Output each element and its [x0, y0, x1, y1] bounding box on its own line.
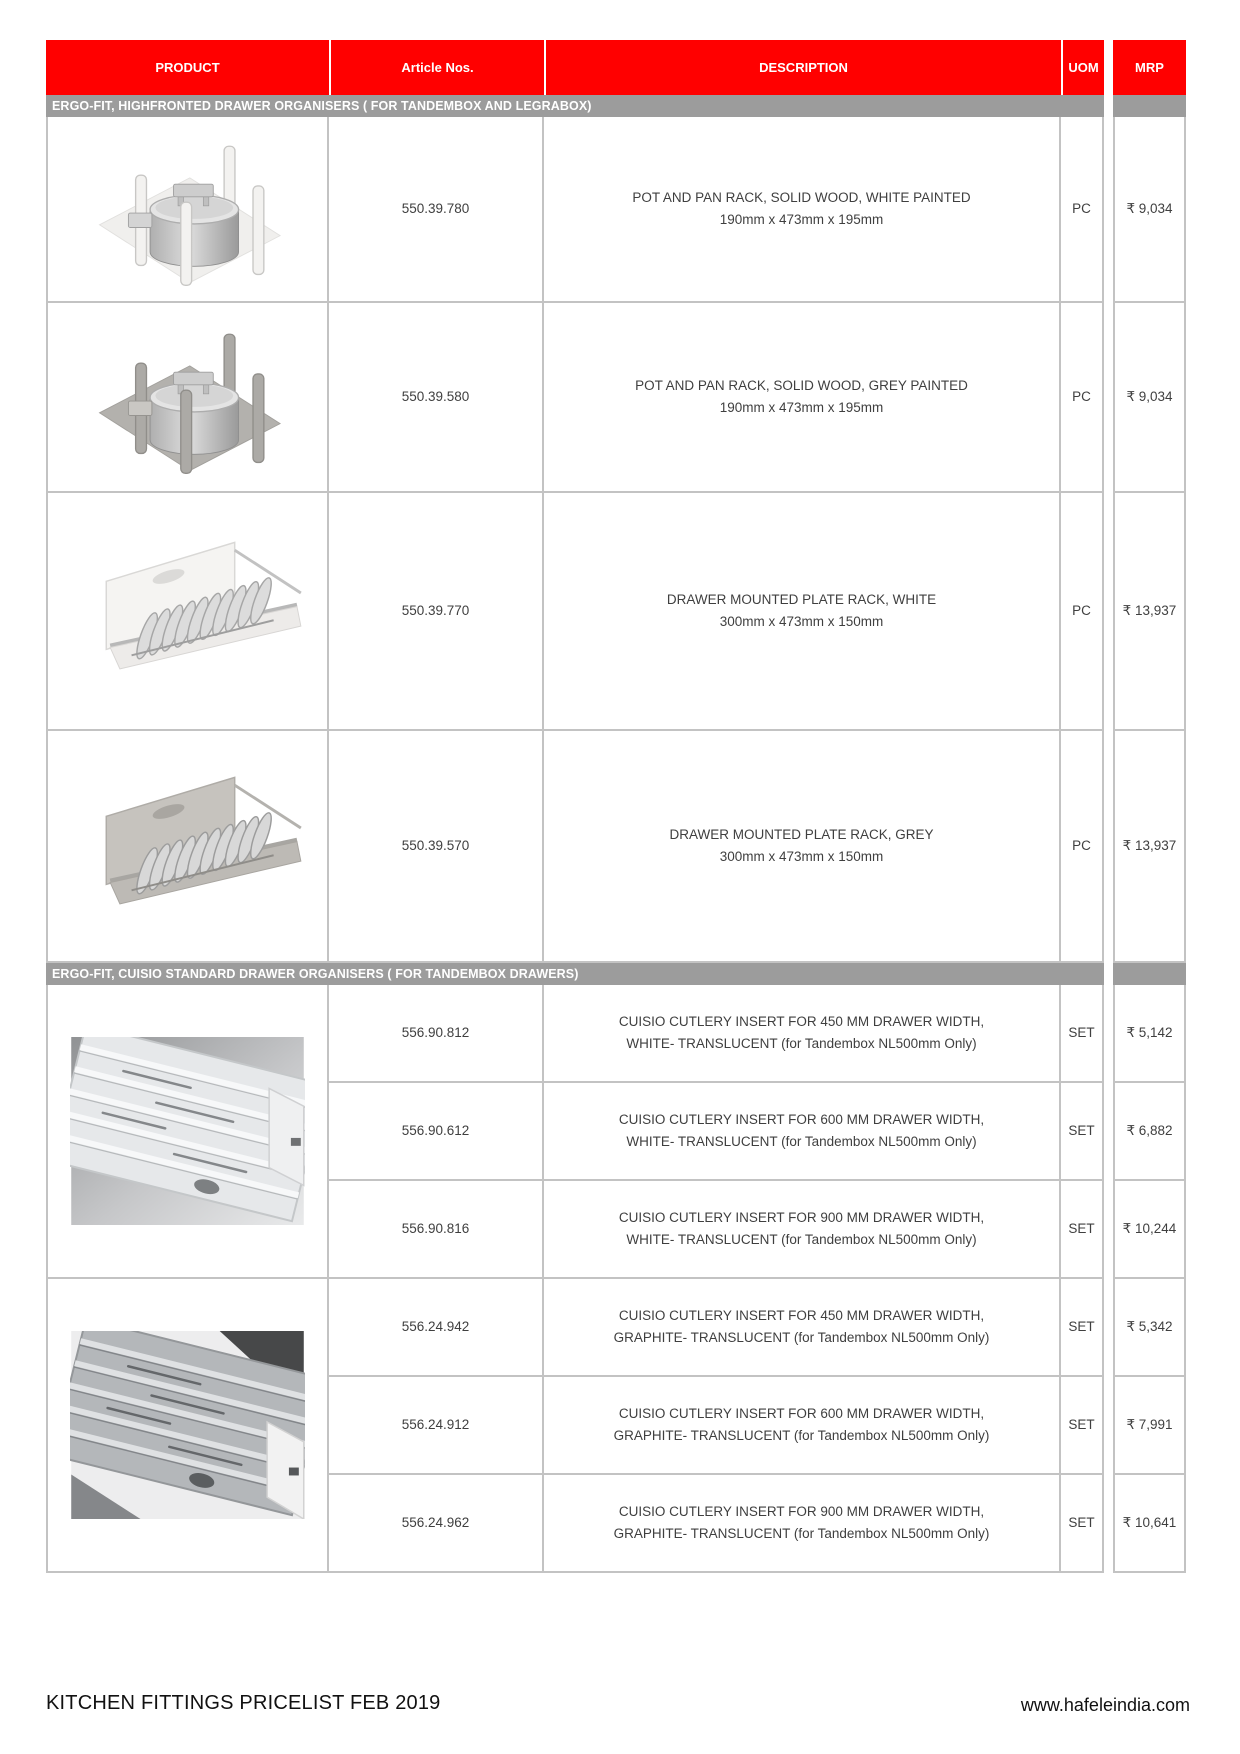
footer-website: www.hafeleindia.com	[1020, 1695, 1190, 1715]
mrp-cell: ₹ 9,034	[1113, 117, 1186, 303]
uom-cell: SET	[1061, 1181, 1104, 1279]
mrp-cell: ₹ 6,882	[1113, 1083, 1186, 1181]
description-line-1: CUISIO CUTLERY INSERT FOR 900 MM DRAWER WIDTH,	[618, 1503, 985, 1519]
description-line-2: 190mm x 473mm x 195mm	[719, 400, 884, 415]
description-line-1: DRAWER MOUNTED PLATE RACK, GREY	[669, 826, 934, 842]
mrp-cell: ₹ 5,142	[1113, 985, 1186, 1083]
uom-cell: PC	[1061, 117, 1104, 303]
description-cell	[544, 493, 1061, 731]
description-cell	[544, 1475, 1061, 1573]
product-row	[329, 985, 1186, 1083]
description-line-1: CUISIO CUTLERY INSERT FOR 600 MM DRAWER WIDTH,	[618, 1111, 985, 1127]
product-description	[624, 187, 978, 232]
mrp-cell: ₹ 7,991	[1113, 1377, 1186, 1475]
article-number: 556.24.912	[329, 1377, 544, 1475]
cuisio-cutlery-insert-graphite-image	[70, 1331, 305, 1519]
column-gap	[1104, 493, 1113, 731]
description-line-2: GRAPHITE- TRANSLUCENT (for Tandembox NL500mm Only)	[613, 1526, 990, 1541]
column-gap	[1104, 117, 1113, 303]
product-description	[606, 1305, 998, 1350]
description-cell	[544, 1377, 1061, 1475]
description-cell	[544, 1181, 1061, 1279]
column-gap	[1104, 1279, 1113, 1377]
section-band-mrp	[1113, 95, 1186, 117]
footer-title: KITCHEN FITTINGS PRICELIST FEB 2019	[46, 1692, 441, 1714]
description-line-2: WHITE- TRANSLUCENT (for Tandembox NL500mm Only)	[626, 1134, 977, 1149]
product-row	[46, 303, 1186, 493]
product-description	[659, 589, 944, 634]
uom-cell: PC	[1061, 303, 1104, 493]
product-group	[46, 1279, 1186, 1573]
description-cell	[544, 1083, 1061, 1181]
product-image-cell	[46, 985, 329, 1279]
column-header-description: DESCRIPTION	[544, 40, 1061, 95]
description-cell	[544, 985, 1061, 1083]
uom-cell: SET	[1061, 1377, 1104, 1475]
product-row	[329, 1083, 1186, 1181]
article-number: 550.39.570	[329, 731, 544, 963]
description-cell	[544, 731, 1061, 963]
pot-pan-rack-white-image	[73, 130, 303, 288]
pot-pan-rack-grey-image	[73, 318, 303, 476]
description-line-1: POT AND PAN RACK, SOLID WOOD, WHITE PAINTED	[632, 189, 971, 205]
product-description	[606, 1403, 998, 1448]
product-row	[329, 1181, 1186, 1279]
article-number: 556.24.962	[329, 1475, 544, 1573]
mrp-cell: ₹ 5,342	[1113, 1279, 1186, 1377]
product-description	[611, 1109, 992, 1154]
drawer-plate-rack-grey-image	[71, 756, 305, 936]
column-gap	[1104, 303, 1113, 493]
column-gap	[1104, 1377, 1113, 1475]
uom-cell: SET	[1061, 985, 1104, 1083]
column-header-uom: UOM	[1061, 40, 1104, 95]
product-row	[46, 117, 1186, 303]
article-number: 556.90.812	[329, 985, 544, 1083]
description-line-1: CUISIO CUTLERY INSERT FOR 600 MM DRAWER WIDTH,	[618, 1405, 985, 1421]
description-line-1: CUISIO CUTLERY INSERT FOR 450 MM DRAWER WIDTH,	[618, 1013, 985, 1029]
description-line-2: GRAPHITE- TRANSLUCENT (for Tandembox NL500mm Only)	[613, 1428, 990, 1443]
product-row	[329, 1279, 1186, 1377]
mrp-cell: ₹ 10,244	[1113, 1181, 1186, 1279]
product-description	[611, 1207, 992, 1252]
product-row	[329, 1475, 1186, 1573]
column-gap	[1104, 1181, 1113, 1279]
product-image-cell	[46, 117, 329, 303]
product-description	[606, 1501, 998, 1546]
description-cell	[544, 117, 1061, 303]
mrp-cell: ₹ 10,641	[1113, 1475, 1186, 1573]
product-row	[46, 493, 1186, 731]
description-line-2: 190mm x 473mm x 195mm	[719, 212, 884, 227]
cuisio-cutlery-insert-white-image	[70, 1037, 305, 1225]
description-line-2: WHITE- TRANSLUCENT (for Tandembox NL500mm Only)	[626, 1232, 977, 1247]
description-line-2: WHITE- TRANSLUCENT (for Tandembox NL500mm Only)	[626, 1036, 977, 1051]
uom-cell: PC	[1061, 731, 1104, 963]
column-gap	[1104, 95, 1113, 117]
product-image-cell	[46, 303, 329, 493]
column-gap	[1104, 731, 1113, 963]
article-number: 550.39.780	[329, 117, 544, 303]
product-row	[329, 1377, 1186, 1475]
section-header-cuisio	[46, 963, 1186, 985]
product-description	[611, 1011, 992, 1056]
article-number: 556.24.942	[329, 1279, 544, 1377]
product-group	[46, 985, 1186, 1279]
product-image-cell	[46, 731, 329, 963]
description-line-1: CUISIO CUTLERY INSERT FOR 450 MM DRAWER WIDTH,	[618, 1307, 985, 1323]
article-number: 550.39.770	[329, 493, 544, 731]
column-header-article-nos: Article Nos.	[329, 40, 544, 95]
description-cell	[544, 1279, 1061, 1377]
article-number: 556.90.816	[329, 1181, 544, 1279]
drawer-plate-rack-white-image	[71, 521, 305, 701]
description-line-2: 300mm x 473mm x 150mm	[719, 614, 884, 629]
uom-cell: SET	[1061, 1279, 1104, 1377]
mrp-cell: ₹ 13,937	[1113, 731, 1186, 963]
section-band-mrp	[1113, 963, 1186, 985]
product-description	[627, 375, 976, 420]
mrp-cell: ₹ 9,034	[1113, 303, 1186, 493]
description-line-2: 300mm x 473mm x 150mm	[719, 849, 884, 864]
mrp-cell: ₹ 13,937	[1113, 493, 1186, 731]
article-number: 556.90.612	[329, 1083, 544, 1181]
uom-cell: SET	[1061, 1475, 1104, 1573]
description-line-2: GRAPHITE- TRANSLUCENT (for Tandembox NL500mm Only)	[613, 1330, 990, 1345]
product-description	[661, 824, 941, 869]
description-line-1: DRAWER MOUNTED PLATE RACK, WHITE	[666, 591, 937, 607]
column-gap	[1104, 1475, 1113, 1573]
section-title: ERGO-FIT, HIGHFRONTED DRAWER ORGANISERS ( FOR TANDEMBOX AND LEGRABOX)	[46, 95, 1104, 117]
column-gap	[1104, 40, 1113, 95]
product-image-cell	[46, 493, 329, 731]
section-title: ERGO-FIT, CUISIO STANDARD DRAWER ORGANISERS ( FOR TANDEMBOX DRAWERS)	[46, 963, 1104, 985]
column-gap	[1104, 985, 1113, 1083]
column-header-product: PRODUCT	[46, 40, 329, 95]
column-gap	[1104, 963, 1113, 985]
column-gap	[1104, 1083, 1113, 1181]
description-cell	[544, 303, 1061, 493]
pricelist-table	[46, 40, 1186, 1573]
product-row	[46, 731, 1186, 963]
column-header-mrp: MRP	[1113, 40, 1186, 95]
product-image-cell	[46, 1279, 329, 1573]
description-line-1: CUISIO CUTLERY INSERT FOR 900 MM DRAWER WIDTH,	[618, 1209, 985, 1225]
article-number: 550.39.580	[329, 303, 544, 493]
uom-cell: SET	[1061, 1083, 1104, 1181]
table-header-row	[46, 40, 1186, 95]
uom-cell: PC	[1061, 493, 1104, 731]
section-header-highfronted	[46, 95, 1186, 117]
description-line-1: POT AND PAN RACK, SOLID WOOD, GREY PAINTED	[635, 377, 968, 393]
